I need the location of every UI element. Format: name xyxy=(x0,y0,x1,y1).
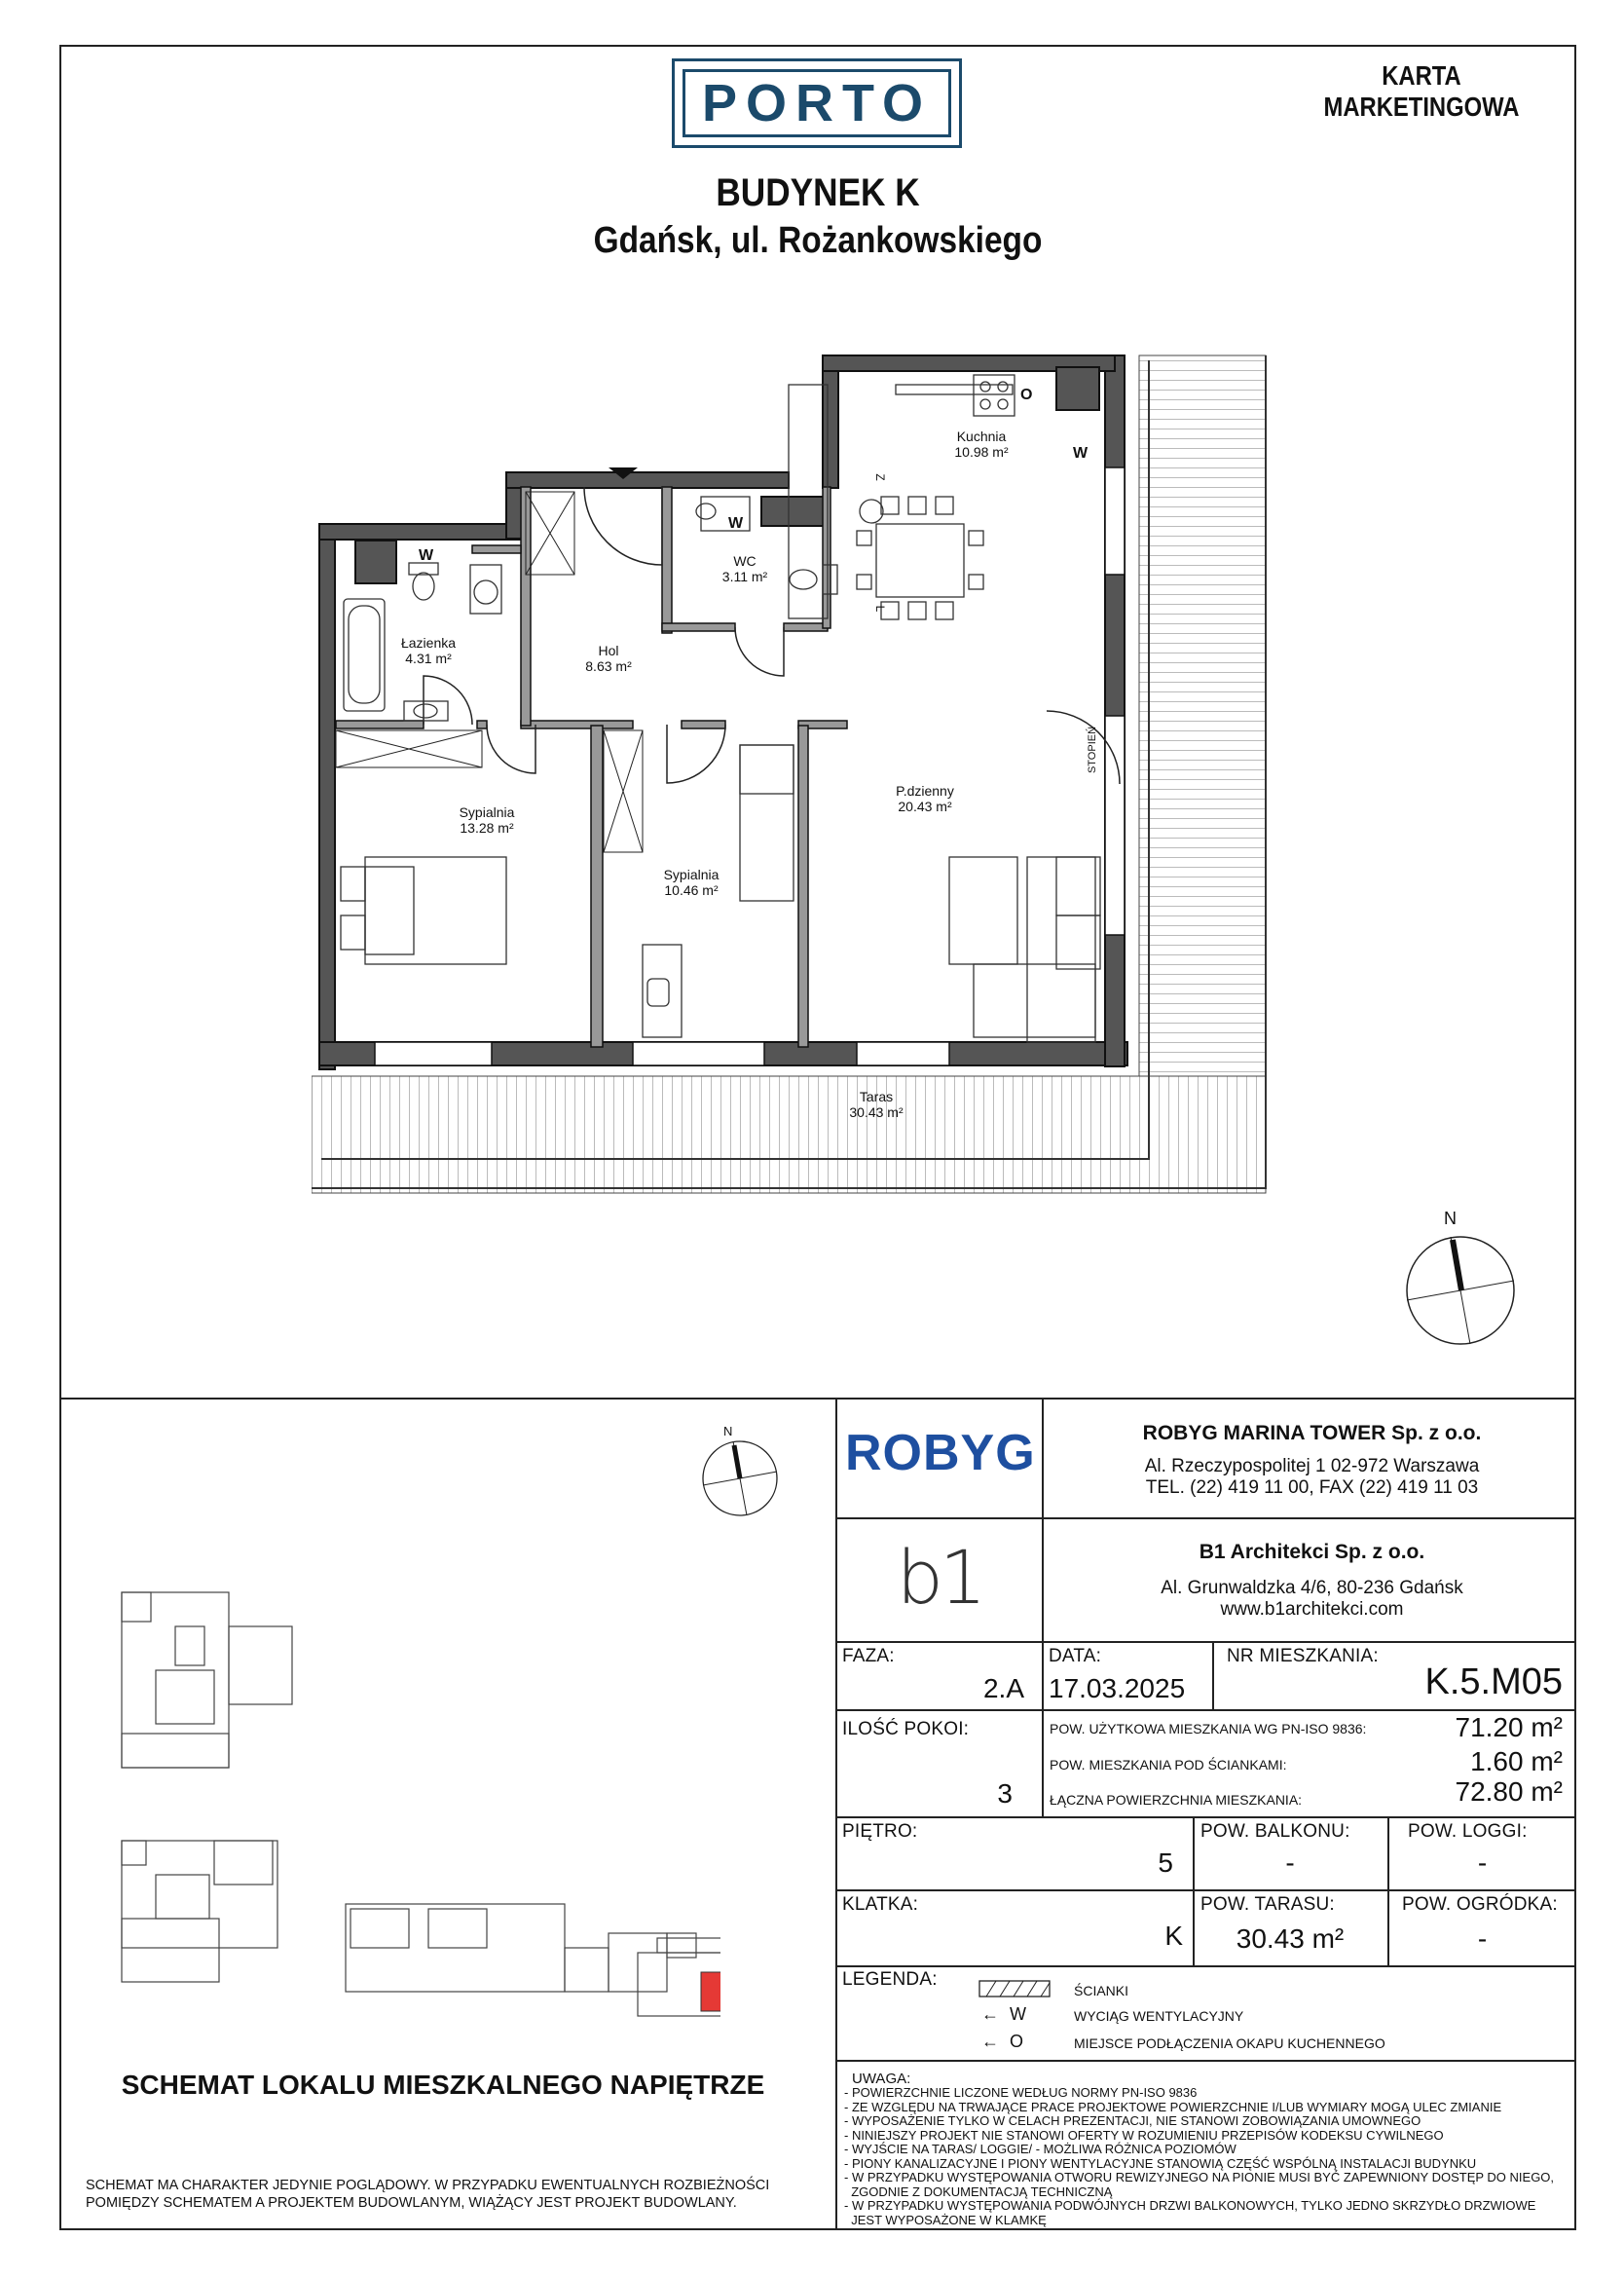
cell-divider-balcony xyxy=(1193,1816,1195,1965)
note-line: - PIONY KANALIZACYJNE I PIONY WENTYLACYJNE STANOWIĄ CZĘŚĆ WSPÓLNĄ INSTALACJI BUDYNKU xyxy=(844,2155,1477,2171)
date-value: 17.03.2025 xyxy=(1049,1673,1186,1703)
porto-logo xyxy=(672,58,962,148)
room-kitchen: Kuchnia 10.98 m² xyxy=(954,429,1009,460)
balcony-label: POW. BALKONU: xyxy=(1200,1821,1350,1842)
legend-title: LEGENDA: xyxy=(842,1969,938,1990)
note-line: - WYJŚCIE NA TARAS/ LOGGIE/ - MOŻLIWA RÓŻNICA POZIOMÓW xyxy=(844,2142,1236,2156)
schema-disclaimer-1: SCHEMAT MA CHARAKTER JEDYNIE POGLĄDOWY. W PRZYPADKU EWENTUALNYCH ROZBIEŻNOŚCI xyxy=(86,2178,770,2193)
note-line: - POWIERZCHNIE LICZONE WEDŁUG NORMY PN-ISO 9836 xyxy=(844,2085,1198,2100)
hood-mark: O xyxy=(1020,387,1033,403)
apt-value: K.5.M05 xyxy=(1424,1661,1563,1702)
stair-value: K xyxy=(1164,1921,1183,1951)
room-bedroom-2: Sypialnia 10.46 m² xyxy=(663,867,720,898)
row-divider-6 xyxy=(835,1965,1576,1967)
floor-plan xyxy=(312,341,1305,1208)
robyg-logo: ROBYG xyxy=(845,1425,1036,1481)
rooms-count-label: ILOŚĆ POKOI: xyxy=(842,1719,970,1739)
note-line: - ZE WZGLĘDU NA TRWAJĄCE PRACE PROJEKTOWE POWIERZCHNIE I/LUB WYMIARY MOGĄ ULEC ZMIANIE xyxy=(844,2099,1502,2114)
row-divider-5 xyxy=(835,1889,1576,1891)
vent-mark-kitchen: W xyxy=(1073,445,1089,462)
notes-list xyxy=(844,2086,1554,2227)
legend-wall-hatch xyxy=(978,1980,1052,1999)
logo-column-divider xyxy=(1042,1398,1044,1641)
floor-label: PIĘTRO: xyxy=(842,1821,918,1842)
porto-logo-text: PORTO xyxy=(701,74,933,132)
legend-vent-symbol: ← W xyxy=(981,2004,1027,2024)
architect-name: B1 Architekci Sp. z o.o. xyxy=(1199,1541,1425,1563)
room-bathroom: Łazienka 4.31 m² xyxy=(400,635,457,666)
note-line: - W PRZYPADKU WYSTĘPOWANIA OTWORU REWIZYJNEGO NA PIONIE MUSI BYĆ ZAPEWNIONY DOSTĘP DO NIEGO, xyxy=(844,2170,1555,2184)
usable-area-value: 71.20 m² xyxy=(1455,1712,1563,1742)
cell-divider-apt xyxy=(1212,1641,1214,1709)
phase-label: FAZA: xyxy=(842,1646,895,1666)
schema-title: SCHEMAT LOKALU MIESZKALNEGO NAPIĘTRZE xyxy=(121,2070,765,2100)
fridge-mark: Z xyxy=(873,473,887,481)
total-area-value: 72.80 m² xyxy=(1455,1776,1563,1807)
date-label: DATA: xyxy=(1049,1646,1102,1666)
step-mark: STOPIEŃ xyxy=(1087,726,1098,774)
info-column-divider xyxy=(835,1398,837,2230)
building-address: Gdańsk, ul. Rożankowskiego xyxy=(593,220,1043,261)
building-title: BUDYNEK K xyxy=(716,171,920,214)
phase-value: 2.A xyxy=(982,1673,1024,1703)
balcony-value: - xyxy=(1285,1848,1295,1878)
north-label-small: N xyxy=(723,1424,733,1438)
legend-hood-text: MIEJSCE PODŁĄCZENIA OKAPU KUCHENNEGO xyxy=(1074,2035,1385,2051)
row-divider-1 xyxy=(835,1517,1576,1519)
loggia-value: - xyxy=(1477,1848,1488,1878)
cell-divider-loggia xyxy=(1387,1816,1389,1965)
developer-address: Al. Rzeczypospolitej 1 02-972 Warszawa xyxy=(1144,1456,1480,1476)
legend-vent-text: WYCIĄG WENTYLACYJNY xyxy=(1074,2008,1244,2024)
architect-address: Al. Grunwaldzka 4/6, 80-236 Gdańsk xyxy=(1161,1578,1463,1598)
row-divider-7 xyxy=(835,2060,1576,2062)
stair-label: KLATKA: xyxy=(842,1894,919,1915)
north-label: N xyxy=(1444,1209,1457,1228)
highlighted-apartment xyxy=(701,1972,720,2011)
vent-mark-bath: W xyxy=(419,547,434,564)
architect-web: www.b1architekci.com xyxy=(1220,1599,1404,1620)
terrace-value: 30.43 m² xyxy=(1236,1923,1345,1954)
north-arrow-plan xyxy=(1397,1203,1524,1349)
garden-label: POW. OGRÓDKA: xyxy=(1402,1894,1558,1915)
row-divider-4 xyxy=(835,1816,1576,1818)
room-hall: Hol 8.63 m² xyxy=(585,643,632,674)
developer-phone: TEL. (22) 419 11 00, FAX (22) 419 11 03 xyxy=(1145,1477,1479,1498)
rooms-count-value: 3 xyxy=(997,1778,1013,1809)
note-line: - WYPOSAŻENIE TYLKO W CELACH PREZENTACJI, NIE STANOWI ZOBOWIĄZANIA UMOWNEGO xyxy=(844,2113,1421,2128)
row-divider-3 xyxy=(835,1709,1576,1711)
note-line: JEST WYPOSAŻONE W KLAMKĘ xyxy=(844,2212,1047,2227)
room-wc: WC 3.11 m² xyxy=(721,553,768,584)
room-bedroom-1: Sypialnia 13.28 m² xyxy=(459,804,515,836)
apt-label: NR MIESZKANIA: xyxy=(1227,1646,1379,1666)
developer-name: ROBYG MARINA TOWER Sp. z o.o. xyxy=(1142,1422,1482,1444)
arrow-left-icon: ← xyxy=(981,2032,999,2051)
note-line: ZGODNIE Z DOKUMENTACJĄ TECHNICZNĄ xyxy=(844,2184,1113,2199)
total-area-label: ŁĄCZNA POWIERZCHNIA MIESZKANIA: xyxy=(1050,1792,1303,1808)
north-arrow-schema xyxy=(696,1420,784,1527)
arrow-left-icon: ← xyxy=(981,2004,999,2024)
legend-hood-symbol: ← O xyxy=(981,2032,1024,2051)
bottom-section-divider xyxy=(59,1398,1576,1400)
under-walls-area-label: POW. MIESZKANIA POD ŚCIANKAMI: xyxy=(1050,1757,1287,1773)
under-walls-area-value: 1.60 m² xyxy=(1470,1746,1563,1776)
note-line: - NINIEJSZY PROJEKT NIE STANOWI OFERTY W ROZUMIENIU PRZEPISÓW KODEKSU CYWILNEGO xyxy=(844,2127,1444,2143)
row-divider-2 xyxy=(835,1641,1576,1643)
dishwasher-mark: L xyxy=(873,605,887,613)
card-title: KARTA MARKETINGOWA xyxy=(1323,60,1520,122)
cell-divider-phase xyxy=(1042,1641,1044,1816)
floor-value: 5 xyxy=(1158,1848,1173,1878)
terrace-label: POW. TARASU: xyxy=(1200,1894,1335,1915)
garden-value: - xyxy=(1477,1923,1488,1954)
b1-logo: b1 xyxy=(896,1534,983,1621)
note-line: - W PRZYPADKU WYSTĘPOWANIA PODWÓJNYCH DRZWI BALKONOWYCH, TYLKO JEDNO SKRZYDŁO DRZWIOWE xyxy=(844,2198,1536,2213)
schema-disclaimer-2: POMIĘDZY SCHEMATEM A PROJEKTEM BUDOWLANYM, WIĄŻĄCY JEST PROJEKT BUDOWLANY. xyxy=(86,2195,737,2211)
legend-walls-text: ŚCIANKI xyxy=(1074,1983,1129,1998)
notes-title: UWAGA: xyxy=(852,2071,911,2087)
room-terrace: Taras 30.43 m² xyxy=(849,1089,904,1120)
room-living: P.dzienny 20.43 m² xyxy=(896,783,954,814)
building-schema xyxy=(117,1587,720,2026)
usable-area-label: POW. UŻYTKOWA MIESZKANIA WG PN-ISO 9836: xyxy=(1050,1721,1367,1736)
vent-mark-wc: W xyxy=(728,515,744,532)
loggia-label: POW. LOGGI: xyxy=(1408,1821,1528,1842)
